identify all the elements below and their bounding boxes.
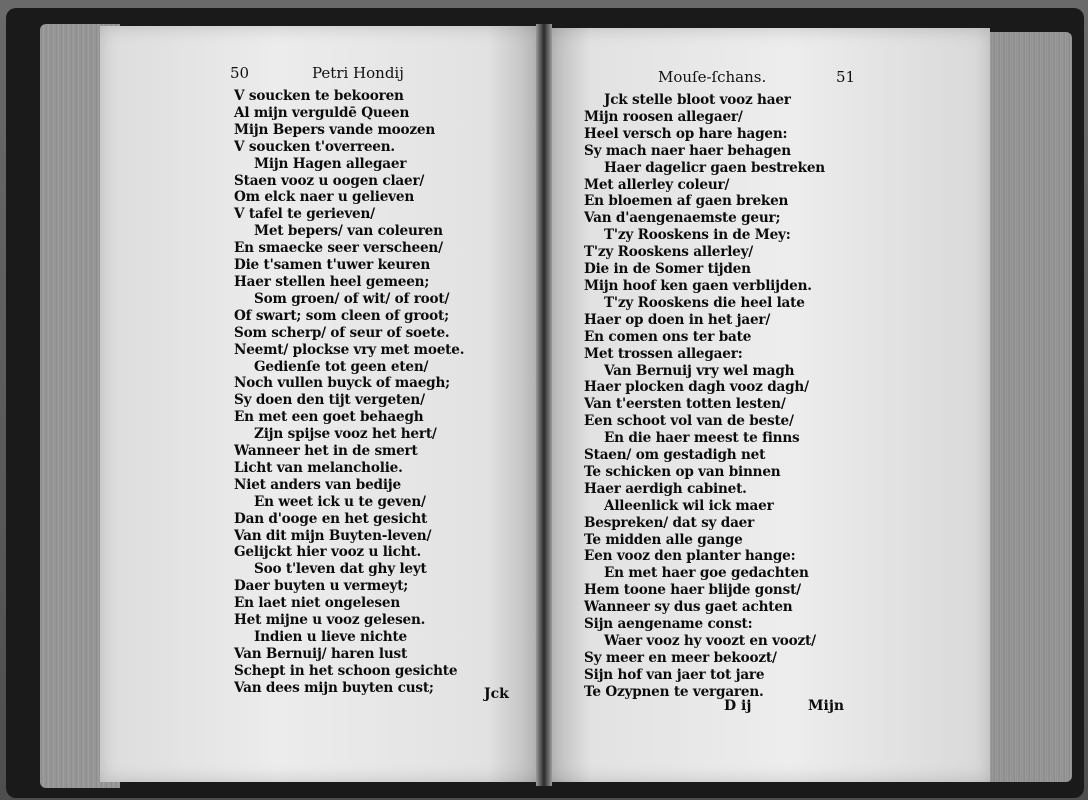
left_page-line: Niet anders van bedije [234,476,401,493]
left_page-line: Van Bernuij/ haren lust [234,645,408,662]
right-poem-text [584,92,825,701]
left_page-line: Van dit mijn Buyten-leven/ [234,527,432,544]
right_page-line: Waer vooz hy voozt en voozt/ [604,633,816,649]
left_page-line: Dan d'ooge en het gesicht [234,510,428,527]
left_page-line: Al mijn verguldē Queen [234,104,410,121]
right_page-line: Van d'aengenaemste geur; [584,210,781,227]
right_page-line: Haer aerdigh cabinet. [584,480,747,497]
left_page-line: Neemt/ plockse vry met moete. [234,341,465,358]
left_page-line: Van dees mijn buyten cust; [234,679,434,696]
left-running-head: Petri Hondij [312,64,404,82]
right-signature-mark: D ij [724,698,752,714]
right_page-line: Met trossen allegaer: [584,345,743,362]
left_page-line: Mijn Hagen allegaer [254,155,407,172]
left_page-line: Het mijne u vooz gelesen. [234,612,426,629]
left-poem-text [234,88,464,697]
right_page-line: En met haer goe gedachten [604,565,809,582]
right_page-line: Een vooz den planter hange: [584,548,796,565]
right_page-line: Hem toone haer blijde gonst/ [584,582,801,599]
left_page-line: Met bepers/ van coleuren [254,223,443,240]
right_page-line: Haer op doen in het jaer/ [584,311,771,328]
right-page-edges [976,32,1072,782]
right_page-line: T'zy Rooskens die heel late [604,294,805,311]
left_page-line: En laet niet ongelesen [234,595,401,612]
right-running-head: Mouſe-ſchans. [658,68,767,86]
right_page-line: En bloemen af gaen breken [584,193,789,210]
right_page-line: Sijn aengename const: [584,616,753,633]
left_page-line: Noch vullen buyck of maegh; [234,375,450,392]
left_page-line: Die t'samen t'uwer keuren [234,257,431,274]
right_page-line: Sy meer en meer bekoozt/ [584,649,777,666]
right_page-line: Sy mach naer haer behagen [584,142,791,159]
right-catchword: Mijn [808,698,845,714]
right-page-number: 51 [836,68,856,86]
left_page-line: Som groen/ of wit/ of root/ [254,290,450,307]
left_page-line: Soo t'leven dat ghy leyt [254,561,427,578]
right_page-line: Jck stelle bloot vooz haer [604,92,791,108]
left_page-line: Licht van melancholie. [234,459,403,476]
left_page-line: Som scherp/ of seur of soete. [234,324,450,341]
right_page-line: Sijn hof van jaer tot jare [584,666,765,683]
left_page-line: Gedienſe tot geen eten/ [254,358,429,375]
right_page-line: Van t'eersten totten lesten/ [584,396,786,413]
left_page-line: V tafel te gerieven/ [234,206,375,223]
right_page-line: Te Ozypnen te vergaren. [584,683,764,700]
right_page-line: Heel versch op hare hagen: [584,125,788,142]
left_page-line: Om elck naer u gelieven [234,189,415,206]
book-gutter [536,24,552,786]
left_page-line: En met een goet behaegh [234,409,424,426]
left-catchword: Jck [484,686,509,702]
left_page-line: Indien u lieve nichte [254,629,407,645]
right_page-line: Staen/ om gestadigh net [584,447,766,464]
right_page-line: Haer dagelicr gaen bestreken [604,159,825,176]
left-page [100,26,540,782]
right_page-line: Van Bernuij vry wel magh [604,362,795,379]
right_page-line: Mijn roosen allegaer/ [584,108,743,125]
right_page-line: Die in de Somer tijden [584,261,751,278]
right_page-line: T'zy Rooskens allerley/ [584,244,754,261]
right_page-line: Haer plocken dagh vooz dagh/ [584,379,809,396]
left_page-line: Zijn spijse vooz het hert/ [254,426,437,443]
left_page-line: Wanneer het in de smert [234,443,418,460]
left_page-line: Sy doen den tijt vergeten/ [234,392,425,409]
right_page-line: Te midden alle gange [584,531,743,548]
left_page-line: Haer stellen heel gemeen; [234,273,430,290]
left_page-line: Schept in het schoon gesichte [234,662,458,679]
left_page-line: Gelijckt hier vooz u licht. [234,544,422,561]
left_page-line: Staen vooz u oogen claer/ [234,172,425,189]
left_page-line: En weet ick u te geven/ [254,493,426,510]
right_page-line: En comen ons ter bate [584,328,752,345]
right_page-line: Wanneer sy dus gaet achten [584,599,793,616]
right_page-line: Alleenlick wil ick maer [604,497,774,514]
right_page-line: T'zy Rooskens in de Mey: [604,227,791,244]
right-page [546,28,990,782]
left-page-number: 50 [230,64,250,82]
right_page-line: Met allerley coleur/ [584,176,730,193]
right_page-line: Te schicken op van binnen [584,463,781,480]
right_page-line: En die haer meest te finns [604,430,800,447]
left_page-line: Daer buyten u vermeyt; [234,578,409,595]
left_page-line: V soucken t'overreen. [234,138,395,155]
right_page-line: Bespreken/ dat sy daer [584,514,755,531]
left_page-line: Of swart; som cleen of groot; [234,307,449,324]
right_page-line: Een schoot vol van de beste/ [584,413,794,430]
left_page-line: Mijn Bepers vande moozen [234,121,436,138]
right_page-line: Mijn hoof ken gaen verblijden. [584,277,812,294]
left_page-line: En smaecke seer verscheen/ [234,240,443,257]
left_page-line: V soucken te bekooren [234,88,404,104]
